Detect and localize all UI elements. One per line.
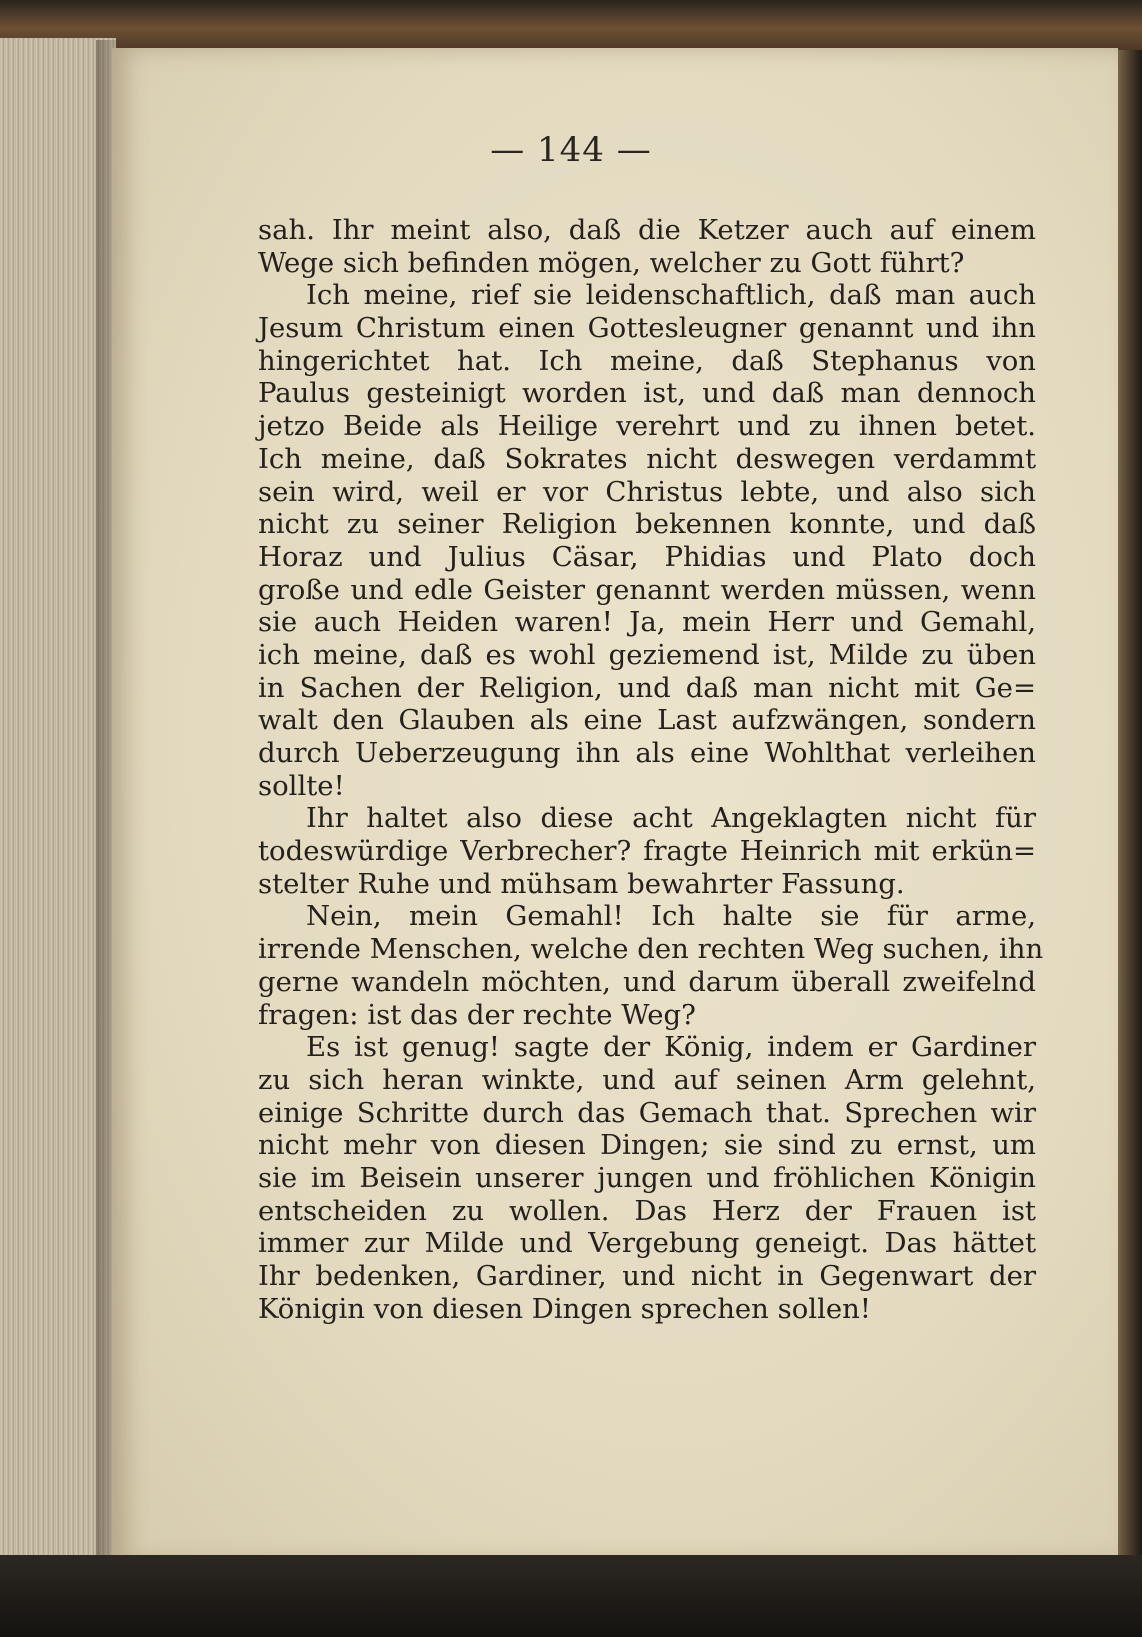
- text-line: gerne wandeln möchten, und darum überall zweifelnd: [258, 965, 1036, 998]
- text-line: Wege sich befinden mögen, welcher zu Gott führt?: [258, 246, 965, 279]
- text-line: hingerichtet hat. Ich meine, daß Stephanus von: [258, 344, 1036, 377]
- text-line: immer zur Milde und Vergebung geneigt. Das hättet: [258, 1227, 1036, 1260]
- text-line: Jesum Christum einen Gottesleugner genannt und ihn: [258, 312, 1036, 345]
- text-line: entscheiden zu wollen. Das Herz der Frauen ist: [258, 1194, 1036, 1227]
- text-line: in Sachen der Religion, und daß man nicht mit Ge=: [258, 671, 1036, 704]
- text-line: sie im Beisein unserer jungen und fröhlichen Königin: [258, 1161, 1036, 1194]
- text-line: große und edle Geister genannt werden müssen, wenn: [258, 573, 1036, 606]
- text-line: sah. Ihr meint also, daß die Ketzer auch auf einem: [258, 214, 1036, 246]
- text-line: Ihr haltet also diese acht Angeklagten nicht für: [306, 802, 1036, 835]
- book-cover-bottom: [0, 1555, 1142, 1637]
- text-line: ich meine, daß es wohl geziemend ist, Milde zu üben: [258, 638, 1036, 671]
- text-line: einige Schritte durch das Gemach that. Sprechen wir: [258, 1096, 1036, 1129]
- page-number: — 144 —: [490, 130, 652, 170]
- text-line: todeswürdige Verbrecher? fragte Heinrich mit erkün=: [258, 835, 1036, 868]
- text-line: Paulus gesteinigt worden ist, und daß man dennoch: [258, 377, 1036, 410]
- text-line: jetzo Beide als Heilige verehrt und zu ihnen betet.: [258, 410, 1036, 443]
- text-line: Horaz und Julius Cäsar, Phidias und Plato doch: [258, 540, 1036, 573]
- text-line: Nein, mein Gemahl! Ich halte sie für arme,: [306, 900, 1036, 933]
- text-line: zu sich heran winkte, und auf seinen Arm gelehnt,: [258, 1063, 1036, 1096]
- text-line: stelter Ruhe und mühsam bewahrter Fassung.: [258, 867, 905, 900]
- text-line: sie auch Heiden waren! Ja, mein Herr und Gemahl,: [258, 606, 1036, 639]
- text-line: irrende Menschen, welche den rechten Weg suchen, ihn: [258, 933, 1044, 966]
- text-line: fragen: ist das der rechte Weg?: [258, 998, 696, 1031]
- text-line: sollte!: [258, 769, 345, 802]
- text-line: durch Ueberzeugung ihn als eine Wohlthat verleihen: [258, 737, 1036, 769]
- text-line: Ihr bedenken, Gardiner, und nicht in Gegenwart der: [258, 1260, 1036, 1292]
- text-line: nicht zu seiner Religion bekennen konnte, und daß: [258, 508, 1036, 541]
- text-line: Ich meine, rief sie leidenschaftlich, daß man auch: [306, 279, 1036, 312]
- text-line: sein wird, weil er vor Christus lebte, und also sich: [258, 475, 1036, 508]
- text-line: Königin von diesen Dingen sprechen sollen!: [258, 1292, 871, 1325]
- text-line: Ich meine, daß Sokrates nicht deswegen verdammt: [258, 442, 1036, 475]
- body-text: [258, 214, 1044, 1325]
- text-line: walt den Glauben als eine Last aufzwängen, sondern: [258, 704, 1036, 737]
- text-line: Es ist genug! sagte der König, indem er Gardiner: [306, 1031, 1036, 1064]
- text-line: nicht mehr von diesen Dingen; sie sind zu ernst, um: [258, 1129, 1036, 1162]
